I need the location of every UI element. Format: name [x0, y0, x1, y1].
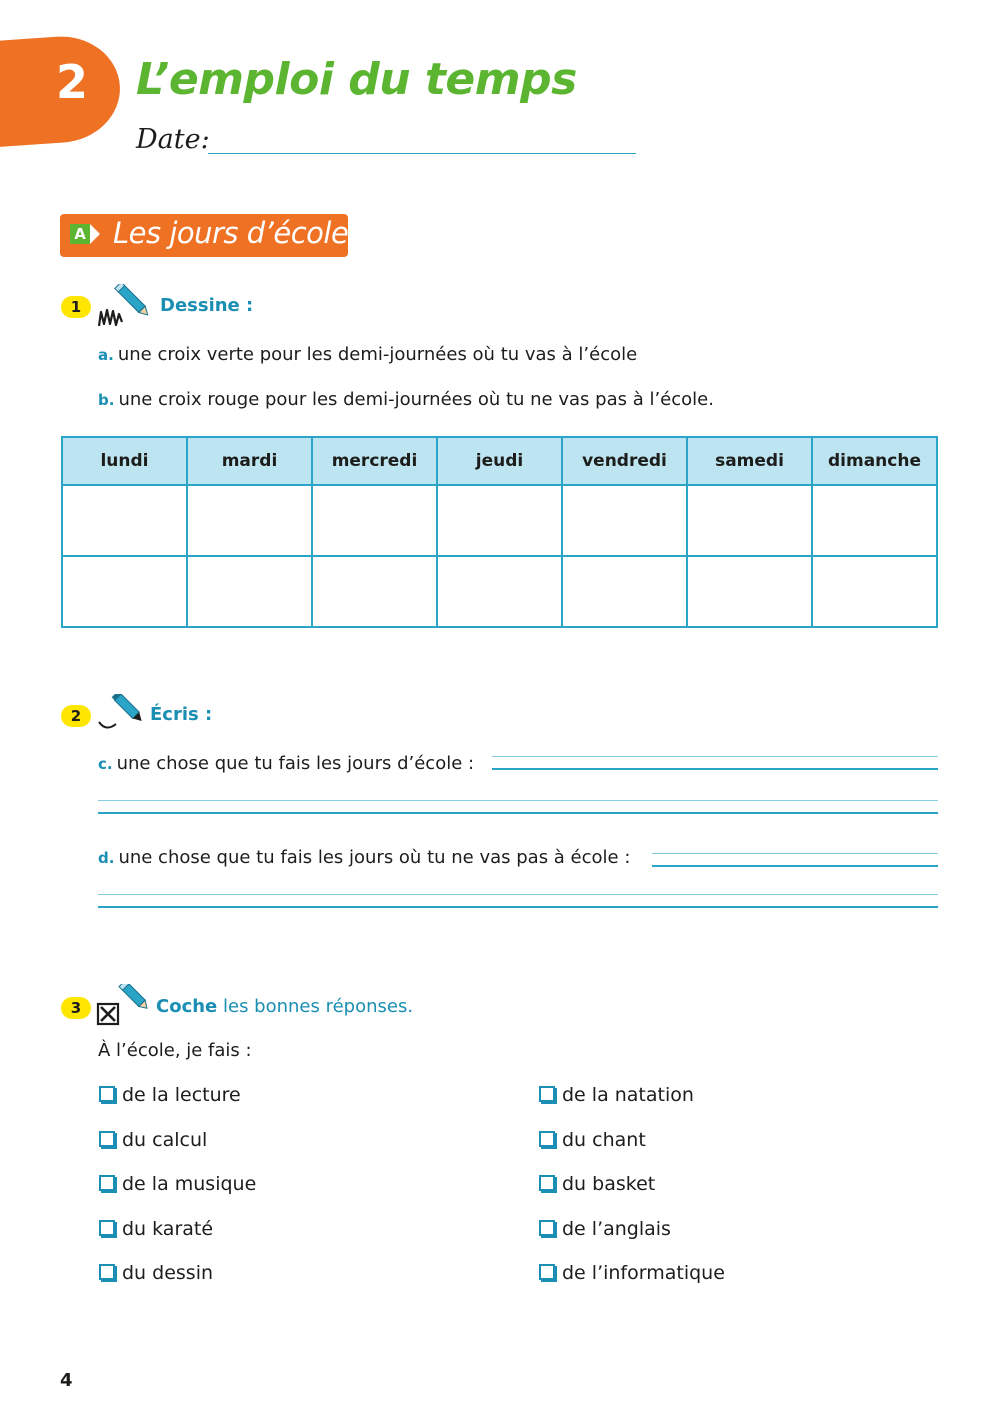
option-label: du basket	[562, 1173, 656, 1195]
option-left-5[interactable]	[99, 1262, 213, 1284]
table-cell[interactable]	[562, 485, 687, 556]
exercise-1-number: 1	[61, 296, 91, 318]
day-header: vendredi	[562, 437, 687, 485]
answer-line-c-2[interactable]	[98, 800, 938, 814]
option-left-4[interactable]	[99, 1218, 213, 1240]
exercise-3-prompt: À l’école, je fais :	[98, 1040, 252, 1061]
checkbox[interactable]	[539, 1220, 555, 1236]
exercise-2-number: 2	[61, 705, 91, 727]
day-header: lundi	[62, 437, 187, 485]
option-right-2[interactable]	[539, 1129, 646, 1151]
exercise-1-item-a	[98, 344, 637, 365]
chapter-number: 2	[55, 55, 88, 109]
table-cell[interactable]	[62, 556, 187, 627]
checkbox[interactable]	[99, 1264, 115, 1280]
weekly-schedule-table	[61, 436, 938, 628]
day-header: dimanche	[812, 437, 937, 485]
checkbox[interactable]	[539, 1264, 555, 1280]
item-text: une chose que tu fais les jours où tu ne vas pas à école :	[118, 847, 631, 868]
item-text: une chose que tu fais les jours d’école :	[116, 753, 475, 774]
day-header: mardi	[187, 437, 312, 485]
option-label: du karaté	[122, 1218, 214, 1240]
day-header: jeudi	[437, 437, 562, 485]
exercise-2-item-d	[98, 847, 630, 868]
section-letter: A	[70, 224, 90, 244]
table-cell[interactable]	[812, 556, 937, 627]
section-title: Les jours d’école	[113, 216, 349, 250]
day-header: mercredi	[312, 437, 437, 485]
item-letter: a.	[98, 346, 114, 364]
table-cell[interactable]	[687, 485, 812, 556]
table-cell[interactable]	[687, 556, 812, 627]
pencil-drawing-icon	[96, 284, 160, 332]
instruction-bold: Coche	[156, 996, 218, 1017]
exercise-1-instruction: Dessine :	[160, 295, 254, 316]
checkbox[interactable]	[539, 1175, 555, 1191]
checkbox[interactable]	[99, 1175, 115, 1191]
option-left-2[interactable]	[99, 1129, 207, 1151]
day-header: samedi	[687, 437, 812, 485]
option-label: de la lecture	[122, 1084, 241, 1106]
item-letter: b.	[98, 391, 115, 409]
option-label: du calcul	[122, 1129, 208, 1151]
table-cell[interactable]	[437, 556, 562, 627]
exercise-2-instruction: Écris :	[150, 704, 213, 725]
checkbox[interactable]	[99, 1086, 115, 1102]
exercise-3-number: 3	[61, 997, 91, 1019]
date-field[interactable]	[208, 153, 636, 154]
table-cell[interactable]	[312, 485, 437, 556]
table-cell[interactable]	[62, 485, 187, 556]
checkbox[interactable]	[99, 1220, 115, 1236]
option-right-5[interactable]	[539, 1262, 725, 1284]
item-text: une croix rouge pour les demi-journées où tu ne vas pas à l’école.	[118, 389, 714, 410]
pen-writing-icon	[96, 694, 150, 736]
page-number: 4	[60, 1370, 73, 1391]
option-left-3[interactable]	[99, 1173, 256, 1195]
answer-line-d-2[interactable]	[98, 894, 938, 908]
option-right-3[interactable]	[539, 1173, 655, 1195]
option-label: de la natation	[562, 1084, 694, 1106]
exercise-2-item-c	[98, 753, 474, 774]
table-cell[interactable]	[812, 485, 937, 556]
instruction-rest: les bonnes réponses.	[217, 996, 414, 1017]
option-right-4[interactable]	[539, 1218, 671, 1240]
item-letter: d.	[98, 849, 115, 867]
table-cell[interactable]	[187, 556, 312, 627]
checkbox[interactable]	[539, 1086, 555, 1102]
checkbox[interactable]	[539, 1131, 555, 1147]
table-row-morning	[62, 485, 937, 556]
exercise-1-item-b	[98, 389, 714, 410]
table-cell[interactable]	[312, 556, 437, 627]
table-row-afternoon	[62, 556, 937, 627]
table-cell[interactable]	[562, 556, 687, 627]
item-letter: c.	[98, 755, 113, 773]
table-header-row	[62, 437, 937, 485]
page-title: L’emploi du temps	[136, 54, 577, 105]
answer-line-c-1[interactable]	[492, 756, 938, 770]
exercise-3-instruction	[156, 996, 413, 1017]
option-label: du chant	[562, 1129, 646, 1151]
date-label: Date:	[136, 124, 210, 155]
table-cell[interactable]	[187, 485, 312, 556]
option-label: du dessin	[122, 1262, 214, 1284]
table-cell[interactable]	[437, 485, 562, 556]
option-right-1[interactable]	[539, 1084, 694, 1106]
option-label: de la musique	[122, 1173, 257, 1195]
option-left-1[interactable]	[99, 1084, 241, 1106]
option-label: de l’informatique	[562, 1262, 725, 1284]
answer-line-d-1[interactable]	[652, 853, 938, 867]
arrow-icon	[90, 224, 100, 244]
option-label: de l’anglais	[562, 1218, 671, 1240]
checkbox-tick-icon	[96, 984, 154, 1028]
item-text: une croix verte pour les demi-journées où tu vas à l’école	[117, 344, 638, 365]
checkbox[interactable]	[99, 1131, 115, 1147]
